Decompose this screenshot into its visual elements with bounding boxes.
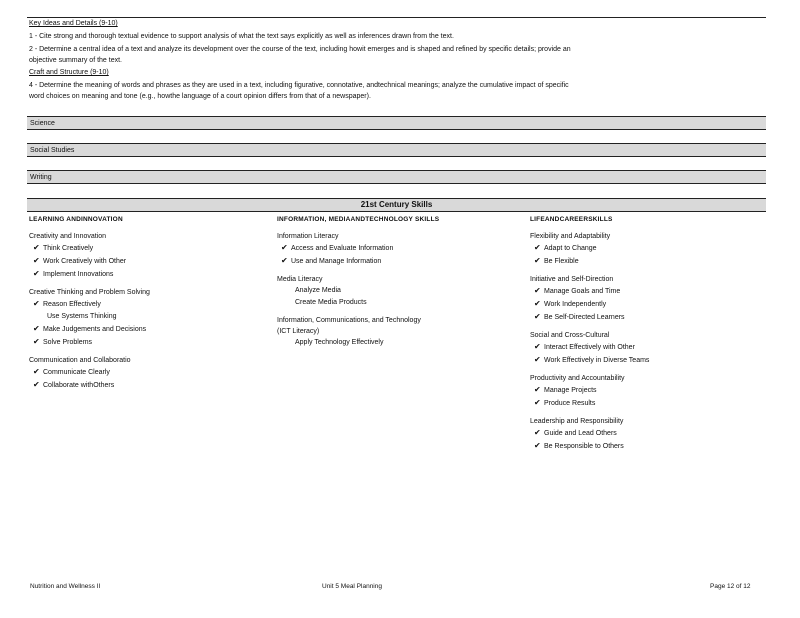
checkmark-icon: ✔	[281, 256, 288, 265]
list-item: ✔ Collaborate withOthers	[33, 380, 115, 389]
checkmark-icon: ✔	[534, 286, 541, 295]
skill-group	[530, 231, 770, 268]
list-item: ✔ Think Creatively	[33, 243, 94, 252]
list-item: ✔ Work Independently	[534, 299, 607, 308]
social-studies-label: Social Studies	[30, 147, 75, 154]
science-label: Science	[30, 120, 55, 127]
group-title: Productivity and Accountability	[530, 375, 625, 382]
skill-group	[29, 231, 269, 281]
list-item: Analyze Media	[295, 287, 341, 294]
skill-group	[530, 274, 770, 324]
checkmark-icon: ✔	[281, 243, 288, 252]
checkmark-icon: ✔	[33, 256, 40, 265]
list-item: ✔ Solve Problems	[33, 337, 93, 346]
group-title: Leadership and Responsibility	[530, 418, 624, 425]
social-studies-band	[27, 143, 766, 157]
group-title: Creative Thinking and Problem Solving	[29, 289, 150, 296]
information-media-column	[277, 216, 517, 355]
group-title: Flexibility and Adaptability	[530, 233, 611, 240]
checkmark-icon: ✔	[33, 380, 40, 389]
footer-page-number: Page 12 of 12	[710, 583, 751, 590]
group-title: Media Literacy	[277, 276, 323, 283]
checkmark-icon: ✔	[33, 299, 40, 308]
list-item: ✔ Access and Evaluate Information	[281, 243, 394, 252]
skill-group	[29, 355, 269, 392]
group-title: Communication and Collaboratio	[29, 357, 131, 364]
group-title: Social and Cross-Cultural	[530, 332, 610, 339]
skills-band	[27, 198, 766, 212]
checkmark-icon: ✔	[534, 428, 541, 437]
checkmark-icon: ✔	[33, 324, 40, 333]
writing-label: Writing	[30, 174, 52, 181]
group-title: Initiative and Self-Direction	[530, 276, 614, 283]
list-item: ✔ Be Flexible	[534, 256, 579, 265]
standard-4-line2: word choices on meaning and tone (e.g., howthe language of a court opinion differs from that of a newspaper).	[29, 93, 371, 100]
list-item: ✔ Communicate Clearly	[33, 367, 110, 376]
checkmark-icon: ✔	[534, 243, 541, 252]
standard-2-line1: 2 - Determine a central idea of a text and analyze its development over the course of the text, including howit emerges and is shaped and refined by specific details; provide an	[29, 46, 571, 53]
skill-group	[277, 315, 517, 349]
list-item: ✔ Produce Results	[534, 398, 596, 407]
checkmark-icon: ✔	[534, 441, 541, 450]
skill-group	[277, 231, 517, 268]
learning-innovation-column	[29, 216, 269, 398]
checkmark-icon: ✔	[33, 337, 40, 346]
list-item: ✔ Be Responsible to Others	[534, 441, 624, 450]
checkmark-icon: ✔	[534, 385, 541, 394]
list-item: ✔ Interact Effectively with Other	[534, 342, 635, 351]
life-career-column	[530, 216, 770, 459]
list-item: ✔ Work Effectively in Diverse Teams	[534, 355, 650, 364]
checkmark-icon: ✔	[534, 398, 541, 407]
list-item: ✔ Manage Projects	[534, 385, 597, 394]
footer-unit: Unit 5 Meal Planning	[322, 583, 382, 590]
science-band	[27, 116, 766, 130]
writing-band	[27, 170, 766, 184]
checkmark-icon: ✔	[534, 342, 541, 351]
column-heading: LIFEANDCAREERSKILLS	[530, 216, 613, 223]
skill-group	[277, 274, 517, 309]
checkmark-icon: ✔	[534, 355, 541, 364]
group-title: Information Literacy	[277, 233, 339, 240]
skills-title: 21st Century Skills	[360, 200, 433, 209]
list-item: ✔ Manage Goals and Time	[534, 286, 621, 295]
skill-group	[29, 287, 269, 349]
craft-heading: Craft and Structure (9-10)	[29, 69, 109, 76]
checkmark-icon: ✔	[534, 312, 541, 321]
key-ideas-heading: Key Ideas and Details (9-10)	[29, 20, 118, 27]
group-title: Creativity and Innovation	[29, 233, 107, 240]
standard-2-line2: objective summary of the text.	[29, 57, 122, 64]
list-item: ✔ Adapt to Change	[534, 243, 597, 252]
list-item: Use Systems Thinking	[47, 313, 117, 320]
list-item: ✔ Make Judgements and Decisions	[33, 324, 147, 333]
skill-group	[530, 373, 770, 410]
footer-course: Nutrition and Wellness II	[30, 583, 101, 590]
skill-group	[530, 416, 770, 453]
checkmark-icon: ✔	[534, 299, 541, 308]
checkmark-icon: ✔	[33, 269, 40, 278]
standard-4-line1: 4 - Determine the meaning of words and phrases as they are used in a text, including figurative, connotative, andtechnical meanings; analyze the cumulative impact of specific	[29, 82, 569, 89]
checkmark-icon: ✔	[33, 243, 40, 252]
checkmark-icon: ✔	[534, 256, 541, 265]
list-item: ✔ Guide and Lead Others	[534, 428, 617, 437]
checkmark-icon: ✔	[33, 367, 40, 376]
column-heading: LEARNING ANDINNOVATION	[29, 216, 123, 223]
list-item: ✔ Be Self-Directed Learners	[534, 312, 625, 321]
list-item: Create Media Products	[295, 299, 367, 306]
list-item: ✔ Implement Innovations	[33, 269, 114, 278]
column-heading: INFORMATION, MEDIAANDTECHNOLOGY SKILLS	[277, 216, 440, 223]
list-item: Apply Technology Effectively	[295, 339, 384, 346]
skill-group	[530, 330, 770, 367]
top-rule	[27, 17, 766, 18]
group-title-continued: (ICT Literacy)	[277, 328, 320, 335]
group-title: Information, Communications, and Technology	[277, 317, 421, 324]
standard-1: 1 - Cite strong and thorough textual evidence to support analysis of what the text says explicitly as well as inferences drawn from the text.	[29, 33, 454, 40]
list-item: ✔ Reason Effectively	[33, 299, 101, 308]
list-item: ✔ Work Creatively with Other	[33, 256, 127, 265]
list-item: ✔ Use and Manage Information	[281, 256, 382, 265]
